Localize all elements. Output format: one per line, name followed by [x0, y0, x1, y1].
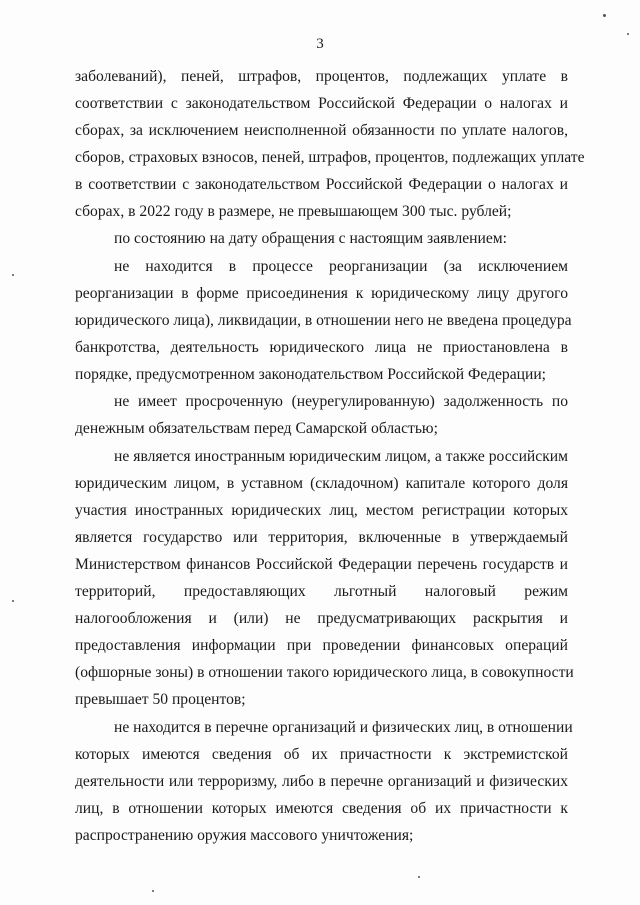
text-line: соответствии с законодательством Российской Федерации о налогах и: [75, 95, 568, 112]
scan-speck: [12, 274, 14, 276]
scan-speck: [12, 600, 14, 602]
text-line: распространению оружия массового уничтожения;: [75, 827, 414, 844]
text-line: превышает 50 процентов;: [75, 691, 246, 708]
text-line: деятельности или терроризму, либо в перечне организаций и физических: [75, 773, 568, 790]
text-line: сборах, за исключением неисполненной обязанности по уплате налогов,: [75, 122, 568, 139]
text-line: налогообложения и (или) не предусматривающих раскрытия и: [75, 610, 568, 627]
page-number: 3: [316, 36, 324, 52]
text-line: не находится в перечне организаций и физических лиц, в отношении: [114, 719, 573, 736]
text-line: которых имеются сведения об их причастности к экстремистской: [75, 746, 568, 763]
text-line: является государство или территория, включенные в утверждаемый: [75, 529, 568, 546]
text-line: лиц, в отношении которых имеются сведения об их причастности к: [75, 800, 568, 817]
text-line: Министерством финансов Российской Федерации перечень государств и: [75, 556, 568, 573]
text-line: участия иностранных юридических лиц, местом регистрации которых: [75, 502, 568, 519]
text-line: не имеет просроченную (неурегулированную) задолженность по: [114, 393, 568, 410]
text-line: сборов, страховых взносов, пеней, штрафов, процентов, подлежащих уплате: [75, 149, 585, 166]
text-line: не находится в процессе реорганизации (за исключением: [114, 258, 568, 275]
text-line: юридическим лицом, в уставном (складочном) капитале которого доля: [75, 475, 568, 492]
scan-speck: [418, 876, 420, 878]
text-line: юридического лица), ликвидации, в отношении него не введена процедура: [75, 312, 572, 329]
text-line: (офшорные зоны) в отношении такого юридического лица, в совокупности: [75, 664, 574, 681]
text-line: заболеваний), пеней, штрафов, процентов, подлежащих уплате в: [75, 68, 568, 85]
scan-speck: [603, 14, 606, 17]
text-line: денежным обязательствам перед Самарской областью;: [75, 420, 438, 437]
text-line: реорганизации в форме присоединения к юридическому лицу другого: [75, 285, 568, 302]
text-line: по состоянию на дату обращения с настоящим заявлением:: [114, 230, 507, 247]
text-line: территорий, предоставляющих льготный налоговый режим: [75, 583, 568, 600]
text-line: в соответствии с законодательством Российской Федерации о налогах и: [75, 176, 568, 193]
text-line: не является иностранным юридическим лицом, а также российским: [114, 448, 568, 465]
scan-speck: [627, 33, 629, 35]
text-line: предоставления информации при проведении финансовых операций: [75, 637, 568, 654]
text-line: банкротства, деятельность юридического лица не приостановлена в: [75, 339, 568, 356]
text-line: сборах, в 2022 году в размере, не превышающем 300 тыс. рублей;: [75, 203, 512, 220]
scan-speck: [152, 890, 154, 892]
text-line: порядке, предусмотренном законодательством Российской Федерации;: [75, 366, 547, 383]
